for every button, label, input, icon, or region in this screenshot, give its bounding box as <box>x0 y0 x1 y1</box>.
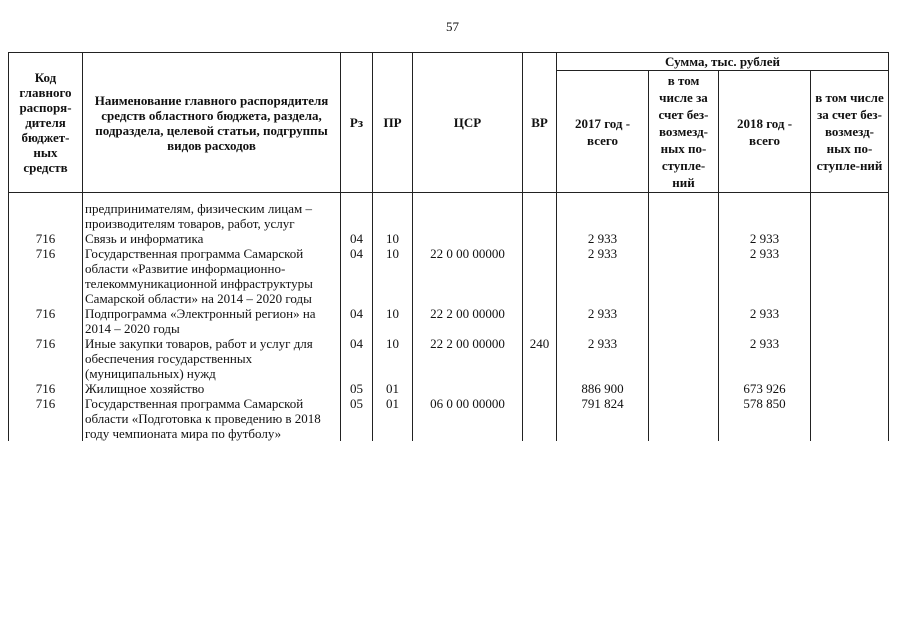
budget-table <box>8 52 889 441</box>
table-row <box>9 201 889 231</box>
row-code: 716 <box>9 336 83 381</box>
header-2018-grants: в том числе за счет без-возмезд-ных по-ступле-ний <box>811 71 889 193</box>
row-grants-2018 <box>811 231 889 246</box>
row-pr <box>373 201 413 231</box>
row-vr <box>523 381 557 396</box>
row-vr <box>523 396 557 441</box>
row-rz: 04 <box>341 231 373 246</box>
row-sum-2017: 2 933 <box>557 306 649 336</box>
table-body <box>9 193 889 441</box>
row-csr: 22 2 00 00000 <box>413 306 523 336</box>
row-pr: 10 <box>373 231 413 246</box>
row-grants-2017 <box>649 336 719 381</box>
row-grants-2017 <box>649 306 719 336</box>
row-pr: 01 <box>373 381 413 396</box>
row-sum-2018: 2 933 <box>719 246 811 306</box>
row-pr: 10 <box>373 336 413 381</box>
header-name: Наименование главного распорядителя средств областного бюджета, раздела, подраздела, целевой статьи, подгруппы видов расходов <box>83 53 341 193</box>
header-pr: ПР <box>373 53 413 193</box>
row-sum-2017: 886 900 <box>557 381 649 396</box>
row-rz <box>341 201 373 231</box>
row-csr <box>413 201 523 231</box>
row-csr: 22 0 00 00000 <box>413 246 523 306</box>
row-name: Связь и информатика <box>83 231 341 246</box>
row-grants-2017 <box>649 381 719 396</box>
row-code <box>9 201 83 231</box>
header-rz: Рз <box>341 53 373 193</box>
row-sum-2018: 2 933 <box>719 306 811 336</box>
row-csr <box>413 381 523 396</box>
row-grants-2017 <box>649 201 719 231</box>
row-grants-2018 <box>811 396 889 441</box>
row-csr <box>413 231 523 246</box>
row-rz: 05 <box>341 381 373 396</box>
row-csr: 22 2 00 00000 <box>413 336 523 381</box>
row-name: Государственная программа Самарской области «Подготовка к проведению в 2018 году чемпионата мира по футболу» <box>83 396 341 441</box>
header-2017-total: 2017 год - всего <box>557 71 649 193</box>
row-name: предпринимателям, физическим лицам – производителям товаров, работ, услуг <box>83 201 341 231</box>
row-pr: 01 <box>373 396 413 441</box>
row-sum-2018 <box>719 201 811 231</box>
header-2017-grants: в том числе за счет без-возмезд-ных по-ступле-ний <box>649 71 719 193</box>
row-sum-2017: 2 933 <box>557 336 649 381</box>
table-row <box>9 193 889 201</box>
row-sum-2017: 2 933 <box>557 231 649 246</box>
row-sum-2017: 2 933 <box>557 246 649 306</box>
row-grants-2018 <box>811 246 889 306</box>
row-pr: 10 <box>373 246 413 306</box>
row-name: Иные закупки товаров, работ и услуг для обеспечения государственных (муниципальных) нужд <box>83 336 341 381</box>
row-code: 716 <box>9 396 83 441</box>
row-rz: 04 <box>341 306 373 336</box>
row-vr <box>523 306 557 336</box>
row-grants-2017 <box>649 231 719 246</box>
row-grants-2017 <box>649 246 719 306</box>
row-sum-2018: 2 933 <box>719 231 811 246</box>
row-grants-2018 <box>811 306 889 336</box>
row-code: 716 <box>9 246 83 306</box>
row-sum-2018: 2 933 <box>719 336 811 381</box>
table-row <box>9 246 889 306</box>
header-2018-total: 2018 год - всего <box>719 71 811 193</box>
row-code: 716 <box>9 306 83 336</box>
header-sum: Сумма, тыс. рублей <box>557 53 889 71</box>
row-sum-2017 <box>557 201 649 231</box>
header-code: Код главного распоря-дителя бюджет-ных средств <box>9 53 83 193</box>
row-code: 716 <box>9 381 83 396</box>
row-vr <box>523 246 557 306</box>
row-rz: 05 <box>341 396 373 441</box>
row-rz: 04 <box>341 246 373 306</box>
row-sum-2018: 673 926 <box>719 381 811 396</box>
table-row <box>9 306 889 336</box>
row-vr <box>523 231 557 246</box>
row-csr: 06 0 00 00000 <box>413 396 523 441</box>
row-pr: 10 <box>373 306 413 336</box>
row-grants-2018 <box>811 336 889 381</box>
row-rz: 04 <box>341 336 373 381</box>
table-row <box>9 381 889 396</box>
table-row <box>9 336 889 381</box>
table-row <box>9 396 889 441</box>
row-vr <box>523 201 557 231</box>
page-number: 57 <box>446 19 459 34</box>
header-vr: ВР <box>523 53 557 193</box>
row-grants-2018 <box>811 201 889 231</box>
row-vr: 240 <box>523 336 557 381</box>
row-name: Жилищное хозяйство <box>83 381 341 396</box>
row-grants-2018 <box>811 381 889 396</box>
table-row <box>9 231 889 246</box>
header-csr: ЦСР <box>413 53 523 193</box>
row-name: Подпрограмма «Электронный регион» на 2014 – 2020 годы <box>83 306 341 336</box>
row-sum-2017: 791 824 <box>557 396 649 441</box>
row-code: 716 <box>9 231 83 246</box>
row-sum-2018: 578 850 <box>719 396 811 441</box>
row-grants-2017 <box>649 396 719 441</box>
row-name: Государственная программа Самарской области «Развитие информационно-телекоммуникационной инфраструктуры Самарской области» на 2014 – 2020 годы <box>83 246 341 306</box>
